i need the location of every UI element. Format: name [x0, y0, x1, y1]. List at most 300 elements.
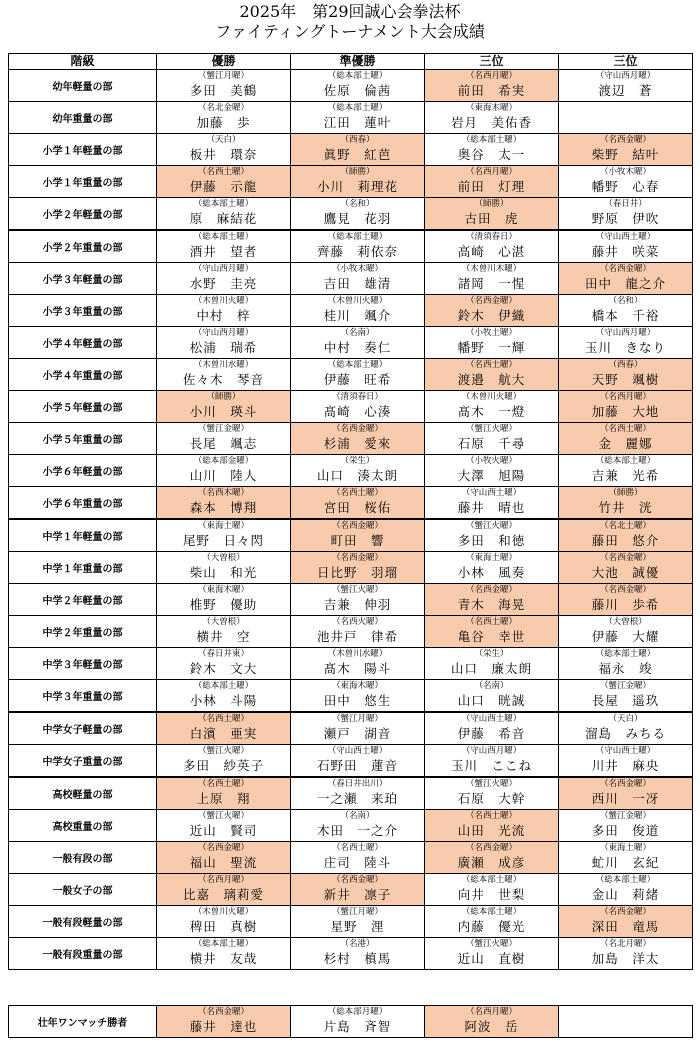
athlete-name: 近山 直樹: [457, 951, 526, 966]
athlete-name: 廣瀬 成彦: [457, 855, 526, 870]
dojo-label: （総本部土曜）: [461, 135, 522, 145]
athlete-name: 柴山 和光: [189, 565, 258, 580]
athlete-name: 瀬戸 湖音: [323, 726, 392, 741]
cell-winner: [157, 777, 291, 810]
cell-runner-up: [291, 552, 425, 584]
dojo-label: （蟹江金曜）: [599, 811, 651, 821]
athlete-name: 長尾 颯志: [189, 436, 258, 451]
cell-third-b: [559, 295, 693, 327]
cell-third-b: [559, 777, 693, 810]
athlete-name: 竹井 洸: [598, 500, 653, 515]
cell-winner: [157, 1006, 291, 1038]
dojo-label: （小牧土曜）: [465, 328, 517, 338]
athlete-name: 多田 和徳: [457, 533, 526, 548]
athlete-name: 野原 伊吹: [591, 211, 660, 226]
athlete-name: 上原 翔: [196, 791, 251, 806]
division-name: 一般有段軽量の部: [9, 906, 157, 938]
athlete-name: 小川 瑛斗: [189, 404, 258, 419]
dojo-label: （名西月曜）: [197, 875, 249, 885]
header-division: 階級: [9, 54, 157, 70]
dojo-label: （木曽川木曜）: [461, 264, 522, 274]
athlete-name: 中村 梓: [196, 308, 251, 323]
cell-runner-up: [291, 712, 425, 745]
table-row: [9, 295, 693, 327]
dojo-label: （守山西月曜）: [595, 328, 656, 338]
athlete-name: 諸岡 一惺: [457, 276, 526, 291]
athlete-name: 町田 響: [330, 533, 385, 548]
cell-runner-up: [291, 423, 425, 455]
dojo-label: （清須春日）: [331, 392, 383, 402]
cell-third-a: [425, 712, 559, 745]
athlete-name: 福山 聖流: [189, 855, 258, 870]
athlete-name: 加島 洋太: [591, 951, 660, 966]
cell-runner-up: [291, 70, 425, 102]
dojo-label: （西春）: [340, 135, 375, 145]
cell-third-b: [559, 198, 693, 231]
athlete-name: 佐原 倫茜: [323, 83, 392, 98]
dojo-label: （総本部土曜）: [595, 875, 656, 885]
division-name: 一般有段の部: [9, 842, 157, 874]
athlete-name: 石原 大幹: [457, 791, 526, 806]
dojo-label: （蟹江火曜）: [331, 585, 383, 595]
dojo-label: （名西月曜）: [465, 1007, 517, 1017]
athlete-name: 吉田 雄清: [323, 276, 392, 291]
division-name: 一般有段重量の部: [9, 938, 157, 970]
table-row: [9, 134, 693, 166]
dojo-label: （名西金曜）: [331, 875, 383, 885]
cell-runner-up: [291, 616, 425, 648]
dojo-label: （天白）: [206, 135, 241, 145]
cell-winner: [157, 359, 291, 391]
athlete-name: 白濱 亜実: [189, 726, 258, 741]
cell-third-b: [559, 874, 693, 906]
athlete-name: 桂川 颯介: [323, 308, 392, 323]
cell-winner: [157, 519, 291, 552]
dojo-label: （名北土曜）: [599, 521, 651, 531]
cell-runner-up: [291, 359, 425, 391]
dojo-label: （守山西土曜）: [595, 746, 656, 756]
cell-third-b: [559, 391, 693, 423]
division-name: 高校重量の部: [9, 810, 157, 842]
cell-third-a: [425, 648, 559, 680]
cell-third-a: [425, 230, 559, 263]
dojo-label: （名西木曜）: [197, 488, 249, 498]
cell-winner: [157, 874, 291, 906]
division-name: 幼年重量の部: [9, 102, 157, 134]
athlete-name: 奥谷 太一: [457, 147, 526, 162]
dojo-label: （名西金曜）: [599, 553, 651, 563]
cell-third-b: [559, 230, 693, 263]
cell-winner: [157, 712, 291, 745]
cell-third-a: [425, 327, 559, 359]
cell-runner-up: [291, 230, 425, 263]
athlete-name: 渡辺 蒼: [598, 83, 653, 98]
title-line-1: 2025年 第29回誠心会拳法杯: [239, 2, 461, 21]
dojo-label: （木曽川火曜）: [461, 392, 522, 402]
dojo-label: （総本部月曜）: [327, 1007, 388, 1017]
cell-third-a: [425, 777, 559, 810]
results-table: [8, 53, 693, 970]
dojo-label: （木曽川火曜）: [327, 296, 388, 306]
dojo-label: （大曽根）: [202, 617, 245, 627]
division-name: 中学２年軽量の部: [9, 584, 157, 616]
table-row: [9, 777, 693, 810]
cell-runner-up: [291, 906, 425, 938]
athlete-name: 稗田 真樹: [189, 919, 258, 934]
dojo-label: （師勝）: [608, 488, 643, 498]
cell-winner: [157, 423, 291, 455]
cell-third-a: [425, 455, 559, 487]
dojo-label: （名西金曜）: [197, 1007, 249, 1017]
division-name: 中学２年重量の部: [9, 616, 157, 648]
cell-third-a: [425, 584, 559, 616]
dojo-label: （総本部金曜）: [193, 456, 254, 466]
dojo-label: （総本部土曜）: [193, 232, 254, 242]
cell-runner-up: [291, 584, 425, 616]
athlete-name: 板井 環奈: [189, 147, 258, 162]
cell-runner-up: [291, 102, 425, 134]
dojo-label: （師勝）: [474, 199, 509, 209]
athlete-name: 大澤 旭陽: [457, 468, 526, 483]
table-row: [9, 327, 693, 359]
athlete-name: 杉村 槙馬: [323, 951, 392, 966]
athlete-name: 小川 莉理花: [316, 179, 398, 194]
athlete-name: 吉兼 光希: [591, 468, 660, 483]
athlete-name: 鷹見 花羽: [323, 211, 392, 226]
cell-winner: [157, 134, 291, 166]
table-row: [9, 616, 693, 648]
dojo-label: （総本部土曜）: [327, 232, 388, 242]
athlete-name: 一之瀬 来珀: [316, 791, 398, 806]
dojo-label: （名西月曜）: [465, 167, 517, 177]
athlete-name: 前田 灯理: [457, 179, 526, 194]
athlete-name: 吉兼 伸羽: [323, 597, 392, 612]
dojo-label: （天白）: [608, 714, 643, 724]
athlete-name: 原 麻結花: [189, 211, 258, 226]
dojo-label: （守山西土曜）: [461, 488, 522, 498]
table-row: [9, 906, 693, 938]
division-name: 高校軽量の部: [9, 777, 157, 810]
dojo-label: （蟹江火曜）: [465, 424, 517, 434]
cell-third-b: [559, 552, 693, 584]
athlete-name: 石原 千尋: [457, 436, 526, 451]
athlete-name: 藤井 達也: [189, 1019, 258, 1034]
header-third-a: 三位: [425, 54, 559, 70]
table-row: [9, 648, 693, 680]
athlete-name: 小林 斗陽: [189, 693, 258, 708]
header-runner-up: 準優勝: [291, 54, 425, 70]
division-name: 幼年軽量の部: [9, 70, 157, 102]
athlete-name: 松浦 瑞希: [189, 340, 258, 355]
cell-third-a: [425, 359, 559, 391]
dojo-label: （名西土曜）: [599, 424, 651, 434]
athlete-name: 亀谷 幸世: [457, 629, 526, 644]
athlete-name: 山口 廉太朗: [450, 661, 532, 676]
cell-third-a: [425, 842, 559, 874]
dojo-label: （名西金曜）: [599, 585, 651, 595]
dojo-label: （守山西土曜）: [461, 714, 522, 724]
athlete-name: 池井戸 律希: [316, 629, 398, 644]
table-row: [9, 745, 693, 778]
cell-runner-up: [291, 519, 425, 552]
dojo-label: （栄生）: [340, 456, 375, 466]
dojo-label: （総本部土曜）: [193, 681, 254, 691]
cell-winner: [157, 938, 291, 970]
dojo-label: （東海木曜）: [331, 681, 383, 691]
athlete-name: 尾野 日々閃: [182, 533, 264, 548]
cell-third-b: [559, 519, 693, 552]
cell-runner-up: [291, 327, 425, 359]
dojo-label: （総本部土曜）: [327, 360, 388, 370]
dojo-label: （木曽川火曜）: [193, 296, 254, 306]
dojo-label: （小牧火曜）: [465, 456, 517, 466]
cell-runner-up: [291, 455, 425, 487]
cell-winner: [157, 680, 291, 713]
athlete-name: 古田 虎: [464, 211, 519, 226]
athlete-name: 溜島 みちる: [584, 726, 666, 741]
cell-winner: [157, 166, 291, 198]
table-row: [9, 680, 693, 713]
dojo-label: （総本部土曜）: [327, 71, 388, 81]
dojo-label: （名和）: [340, 199, 375, 209]
cell-third-b: [559, 584, 693, 616]
cell-third-a: [425, 391, 559, 423]
dojo-label: （名西土曜）: [465, 360, 517, 370]
athlete-name: 大池 誠優: [591, 565, 660, 580]
cell-runner-up: [291, 487, 425, 520]
dojo-label: （名西火曜）: [331, 617, 383, 627]
dojo-label: （小牧木曜）: [599, 167, 651, 177]
athlete-name: 多田 美鶴: [189, 83, 258, 98]
cell-runner-up: [291, 777, 425, 810]
special-table: [8, 1005, 693, 1038]
cell-third-b: [559, 680, 693, 713]
athlete-name: 山川 陸人: [189, 468, 258, 483]
division-name: 小学６年重量の部: [9, 487, 157, 520]
division-name: 小学５年重量の部: [9, 423, 157, 455]
dojo-label: （蟹江月曜）: [331, 907, 383, 917]
dojo-label: （守山西月曜）: [193, 264, 254, 274]
dojo-label: （名西金曜）: [599, 135, 651, 145]
table-row: [9, 359, 693, 391]
athlete-name: 庄司 陸斗: [323, 855, 392, 870]
dojo-label: （総本部土曜）: [193, 939, 254, 949]
dojo-label: （木曽川水曜）: [193, 360, 254, 370]
cell-third-b: [559, 102, 693, 134]
athlete-name: 伊藤 示龍: [189, 179, 258, 194]
dojo-label: （大曽根）: [202, 553, 245, 563]
cell-third-a: [425, 423, 559, 455]
athlete-name: 金山 莉緒: [591, 887, 660, 902]
cell-runner-up: [291, 134, 425, 166]
division-name: 小学３年重量の部: [9, 295, 157, 327]
table-row: [9, 712, 693, 745]
cell-third-a: [425, 487, 559, 520]
dojo-label: （名南）: [340, 328, 375, 338]
dojo-label: （名西金曜）: [599, 779, 651, 789]
athlete-name: 椎野 優助: [189, 597, 258, 612]
cell-third-b: [559, 648, 693, 680]
dojo-label: （師勝）: [206, 392, 241, 402]
dojo-label: （木曽川火曜）: [193, 907, 254, 917]
dojo-label: （総本部土曜）: [461, 875, 522, 885]
athlete-name: 星野 浬: [330, 919, 385, 934]
cell-third-b: [559, 487, 693, 520]
cell-runner-up: [291, 680, 425, 713]
dojo-label: （蟹江金曜）: [599, 681, 651, 691]
dojo-label: （名西土曜）: [331, 488, 383, 498]
athlete-name: 渡邉 航大: [457, 372, 526, 387]
athlete-name: 髙崎 心湊: [323, 404, 392, 419]
dojo-label: （栄生）: [474, 649, 509, 659]
athlete-name: 酒井 望者: [189, 244, 258, 259]
athlete-name: 近山 賢司: [189, 823, 258, 838]
table-row: [9, 1006, 693, 1038]
dojo-label: （東海土曜）: [197, 521, 249, 531]
division-name: 小学１年軽量の部: [9, 134, 157, 166]
dojo-label: （名西金曜）: [197, 843, 249, 853]
athlete-name: 玉川 ここね: [450, 758, 532, 773]
dojo-label: （名西金曜）: [599, 264, 651, 274]
athlete-name: 金 麗娜: [598, 436, 653, 451]
dojo-label: （総本部土曜）: [193, 199, 254, 209]
dojo-label: （名西月曜）: [599, 392, 651, 402]
athlete-name: 岩月 美佑香: [450, 115, 532, 130]
athlete-name: 福永 竣: [598, 661, 653, 676]
athlete-name: 山田 光流: [457, 823, 526, 838]
cell-winner: [157, 70, 291, 102]
cell-winner: [157, 295, 291, 327]
table-row: [9, 938, 693, 970]
athlete-name: 比嘉 璃莉愛: [182, 887, 264, 902]
cell-runner-up: [291, 648, 425, 680]
division-name: 小学３年軽量の部: [9, 263, 157, 295]
division-name: 壮年ワンマッチ勝者: [9, 1006, 157, 1038]
cell-third-a: [425, 198, 559, 231]
athlete-name: 伊藤 希音: [457, 726, 526, 741]
athlete-name: 多田 紗英子: [182, 758, 264, 773]
table-row: [9, 263, 693, 295]
dojo-label: （東海土曜）: [465, 553, 517, 563]
dojo-label: （春日井）: [604, 199, 647, 209]
header-winner: 優勝: [157, 54, 291, 70]
division-name: 小学１年重量の部: [9, 166, 157, 198]
athlete-name: 前田 希実: [457, 83, 526, 98]
cell-winner: [157, 455, 291, 487]
dojo-label: （大曽根）: [604, 617, 647, 627]
athlete-name: 石野田 蓮音: [316, 758, 398, 773]
athlete-name: 田中 龍之介: [584, 276, 666, 291]
athlete-name: 田中 悠生: [323, 693, 392, 708]
table-row: [9, 552, 693, 584]
table-row: [9, 70, 693, 102]
division-name: 一般女子の部: [9, 874, 157, 906]
athlete-name: 齊藤 莉依奈: [316, 244, 398, 259]
table-row: [9, 391, 693, 423]
athlete-name: 日比野 羽瑠: [316, 565, 398, 580]
athlete-name: 片島 斉智: [323, 1019, 392, 1034]
dojo-label: （名北金曜）: [197, 103, 249, 113]
dojo-label: （守山西月曜）: [595, 71, 656, 81]
athlete-name: 高崎 心湛: [457, 244, 526, 259]
dojo-label: （東海木曜）: [465, 103, 517, 113]
division-name: 中学３年重量の部: [9, 680, 157, 713]
cell-winner: [157, 263, 291, 295]
dojo-label: （清須春日）: [465, 232, 517, 242]
cell-third-b: [559, 745, 693, 778]
athlete-name: 柴野 結叶: [591, 147, 660, 162]
cell-third-a: [425, 874, 559, 906]
dojo-label: （名西土曜）: [465, 811, 517, 821]
dojo-label: （蟹江火曜）: [465, 779, 517, 789]
cell-winner: [157, 584, 291, 616]
division-name: 小学２年重量の部: [9, 230, 157, 263]
cell-winner: [157, 198, 291, 231]
cell-third-a: [425, 295, 559, 327]
dojo-label: （守山西月曜）: [461, 746, 522, 756]
cell-third-b: [559, 327, 693, 359]
dojo-label: （蟹江火曜）: [197, 746, 249, 756]
athlete-name: 宮田 桜佑: [323, 500, 392, 515]
dojo-label: （蟹江月曜）: [197, 71, 249, 81]
cell-runner-up: [291, 874, 425, 906]
dojo-label: （東海木曜）: [197, 585, 249, 595]
cell-third-b: [559, 842, 693, 874]
athlete-name: 虻川 玄紀: [591, 855, 660, 870]
cell-third-b: [559, 616, 693, 648]
athlete-name: 横井 空: [196, 629, 251, 644]
cell-runner-up: [291, 745, 425, 778]
results-body: [9, 70, 693, 970]
dojo-label: （小牧木曜）: [331, 264, 383, 274]
dojo-label: （名西金曜）: [599, 907, 651, 917]
division-name: 中学３年軽量の部: [9, 648, 157, 680]
cell-third-b: [559, 455, 693, 487]
athlete-name: 橋本 千裕: [591, 308, 660, 323]
athlete-name: 眞野 紅芭: [323, 147, 392, 162]
division-name: 小学４年軽量の部: [9, 327, 157, 359]
cell-winner: [157, 906, 291, 938]
cell-runner-up: [291, 263, 425, 295]
dojo-label: （総本部土曜）: [595, 649, 656, 659]
cell-winner: [157, 391, 291, 423]
athlete-name: 髙木 陽斗: [323, 661, 392, 676]
athlete-name: 多田 俊道: [591, 823, 660, 838]
cell-third-b: [559, 938, 693, 970]
dojo-label: （師勝）: [340, 167, 375, 177]
cell-runner-up: [291, 391, 425, 423]
table-row: [9, 519, 693, 552]
cell-third-b: [559, 810, 693, 842]
athlete-name: 水野 圭亮: [189, 276, 258, 291]
dojo-label: （蟹江火曜）: [465, 521, 517, 531]
division-name: 小学２年軽量の部: [9, 198, 157, 231]
dojo-label: （西春）: [608, 360, 643, 370]
cell-runner-up: [291, 166, 425, 198]
athlete-name: 髙木 一燈: [457, 404, 526, 419]
athlete-name: 天野 颯樹: [591, 372, 660, 387]
cell-third-a: [425, 166, 559, 198]
cell-runner-up: [291, 842, 425, 874]
table-row: [9, 166, 693, 198]
dojo-label: （名西金曜）: [331, 553, 383, 563]
division-name: 小学４年重量の部: [9, 359, 157, 391]
table-row: [9, 198, 693, 231]
cell-third-b: [559, 263, 693, 295]
table-row: [9, 874, 693, 906]
dojo-label: （名和）: [608, 296, 643, 306]
cell-runner-up: [291, 810, 425, 842]
